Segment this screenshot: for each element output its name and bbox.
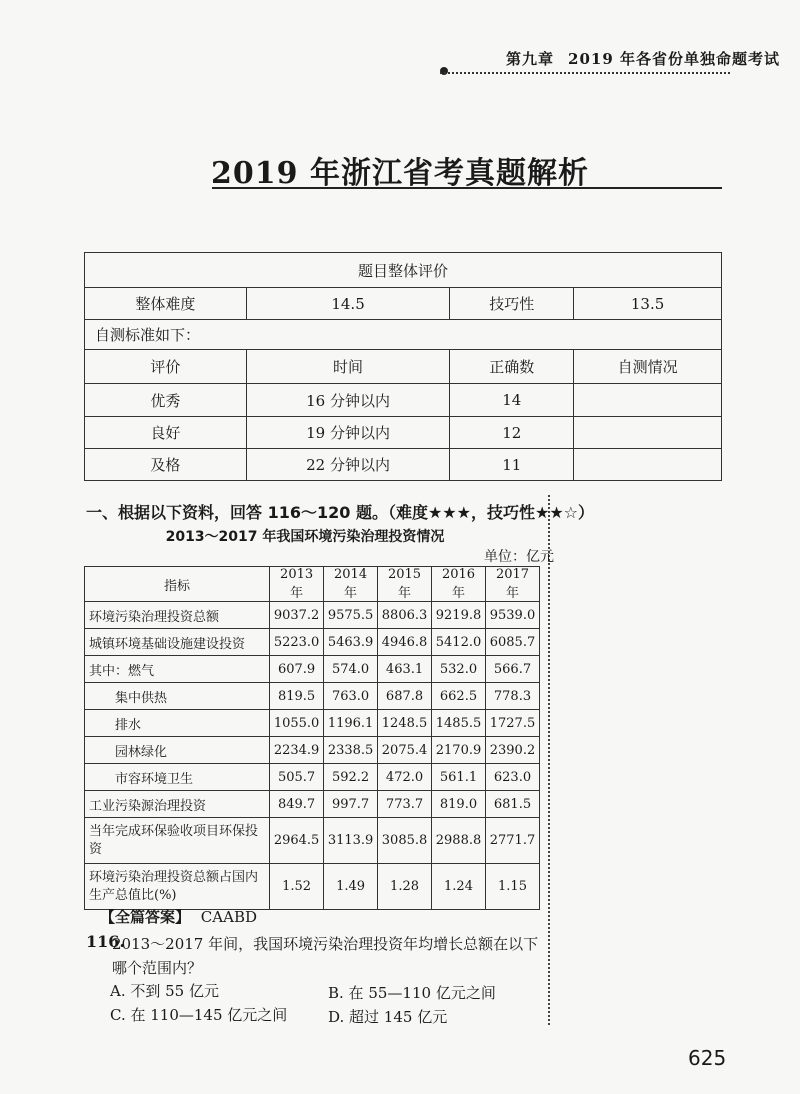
col-grade: 评价 — [85, 350, 247, 384]
row-label: 园林绿化 — [85, 737, 270, 764]
difficulty-label: 整体难度 — [85, 288, 247, 320]
table-row — [85, 737, 540, 764]
header-year: 2016 年 — [432, 567, 486, 602]
cell: 561.1 — [432, 764, 486, 791]
grade-cell: 良好 — [85, 417, 247, 449]
table-row — [85, 449, 722, 481]
cell: 9539.0 — [485, 602, 539, 629]
correct-cell: 12 — [450, 417, 574, 449]
cell: 681.5 — [485, 791, 539, 818]
cell: 623.0 — [485, 764, 539, 791]
skill-label: 技巧性 — [450, 288, 574, 320]
cell: 2338.5 — [324, 737, 378, 764]
cell: 1.24 — [432, 864, 486, 910]
table-row — [85, 864, 540, 910]
table-row — [85, 791, 540, 818]
header-year: 2017 年 — [485, 567, 539, 602]
cell: 778.3 — [485, 683, 539, 710]
table-row — [85, 764, 540, 791]
row-label: 市容环境卫生 — [85, 764, 270, 791]
cell: 2390.2 — [485, 737, 539, 764]
cell: 3085.8 — [378, 818, 432, 864]
table-row — [85, 629, 540, 656]
page-title: 2019 年浙江省考真题解析 — [211, 156, 589, 191]
row-label: 环境污染治理投资总额 — [85, 602, 270, 629]
option-b: B. 在 55—110 亿元之间 — [328, 984, 496, 1002]
cell: 9037.2 — [270, 602, 324, 629]
cell: 1.52 — [270, 864, 324, 910]
cell: 574.0 — [324, 656, 378, 683]
grade-cell: 及格 — [85, 449, 247, 481]
table-row — [85, 602, 540, 629]
cell: 505.7 — [270, 764, 324, 791]
row-label: 环境污染治理投资总额占国内生产总值比(%) — [85, 864, 270, 910]
cell: 2234.9 — [270, 737, 324, 764]
cell: 849.7 — [270, 791, 324, 818]
cell: 1.15 — [485, 864, 539, 910]
col-time: 时间 — [246, 350, 450, 384]
cell: 566.7 — [485, 656, 539, 683]
table-row — [85, 683, 540, 710]
cell: 1248.5 — [378, 710, 432, 737]
table-row — [85, 384, 722, 417]
row-label: 城镇环境基础设施建设投资 — [85, 629, 270, 656]
header-year: 2014 年 — [324, 567, 378, 602]
data-table-title: 2013～2017 年我国环境污染治理投资情况 — [165, 529, 445, 545]
cell: 1196.1 — [324, 710, 378, 737]
cell: 463.1 — [378, 656, 432, 683]
evaluation-table — [84, 252, 722, 481]
cell: 532.0 — [432, 656, 486, 683]
correct-cell: 14 — [450, 384, 574, 417]
cell: 997.7 — [324, 791, 378, 818]
col-self-check: 自测情况 — [574, 350, 722, 384]
cell: 1485.5 — [432, 710, 486, 737]
correct-cell: 11 — [450, 449, 574, 481]
row-label: 其中：燃气 — [85, 656, 270, 683]
table-row — [85, 656, 540, 683]
self-check-cell — [574, 449, 722, 481]
cell: 662.5 — [432, 683, 486, 710]
time-cell: 16 分钟以内 — [246, 384, 450, 417]
grade-cell: 优秀 — [85, 384, 247, 417]
table-row — [85, 417, 722, 449]
cell: 2170.9 — [432, 737, 486, 764]
cell: 2988.8 — [432, 818, 486, 864]
section-label: 2019 年各省份单独命题考试 — [568, 50, 780, 68]
cell: 472.0 — [378, 764, 432, 791]
standard-note: 自测标准如下： — [85, 320, 722, 350]
table-row — [85, 710, 540, 737]
cell: 3113.9 — [324, 818, 378, 864]
cell: 1055.0 — [270, 710, 324, 737]
answer-line — [100, 906, 257, 927]
title-rule — [212, 187, 722, 189]
question-number: 116. — [86, 932, 125, 951]
cell: 5223.0 — [270, 629, 324, 656]
cell: 2075.4 — [378, 737, 432, 764]
col-correct: 正确数 — [450, 350, 574, 384]
time-cell: 22 分钟以内 — [246, 449, 450, 481]
cell: 1.49 — [324, 864, 378, 910]
unit-label: 单位：亿元 — [484, 549, 554, 565]
answer-tag: 【全篇答案】 — [100, 908, 191, 926]
page-number: 625 — [688, 1046, 727, 1070]
header-year: 2015 年 — [378, 567, 432, 602]
cell: 819.0 — [432, 791, 486, 818]
investment-table — [84, 566, 540, 910]
row-label: 工业污染源治理投资 — [85, 791, 270, 818]
cell: 5463.9 — [324, 629, 378, 656]
cell: 773.7 — [378, 791, 432, 818]
table-header-row — [85, 567, 540, 602]
cell: 9575.5 — [324, 602, 378, 629]
header-year: 2013 年 — [270, 567, 324, 602]
cell: 4946.8 — [378, 629, 432, 656]
cell: 687.8 — [378, 683, 432, 710]
cell: 607.9 — [270, 656, 324, 683]
chapter-label: 第九章 — [506, 50, 555, 68]
cell: 592.2 — [324, 764, 378, 791]
answer-value: CAABD — [200, 908, 257, 926]
cell: 2964.5 — [270, 818, 324, 864]
cell: 1727.5 — [485, 710, 539, 737]
row-label: 排水 — [85, 710, 270, 737]
header-rule — [440, 72, 730, 74]
option-c: C. 在 110—145 亿元之间 — [110, 1006, 288, 1024]
self-check-cell — [574, 417, 722, 449]
table-row — [85, 818, 540, 864]
cell: 1.28 — [378, 864, 432, 910]
skill-value: 13.5 — [574, 288, 722, 320]
running-header — [506, 48, 794, 69]
cell: 6085.7 — [485, 629, 539, 656]
cell: 8806.3 — [378, 602, 432, 629]
question-intro: 一、根据以下资料，回答 116～120 题。（难度★★★，技巧性★★☆） — [86, 503, 595, 522]
difficulty-value: 14.5 — [246, 288, 450, 320]
cell: 819.5 — [270, 683, 324, 710]
margin-dotted-line — [548, 495, 550, 1025]
cell: 2771.7 — [485, 818, 539, 864]
cell: 5412.0 — [432, 629, 486, 656]
option-d: D. 超过 145 亿元 — [328, 1008, 448, 1026]
row-label: 集中供热 — [85, 683, 270, 710]
option-a: A. 不到 55 亿元 — [110, 982, 219, 1000]
time-cell: 19 分钟以内 — [246, 417, 450, 449]
row-label: 当年完成环保验收项目环保投资 — [85, 818, 270, 864]
question-text: 2013～2017 年间，我国环境污染治理投资年均增长总额在以下哪个范围内？ — [112, 935, 539, 977]
cell: 9219.8 — [432, 602, 486, 629]
cell: 763.0 — [324, 683, 378, 710]
evaluation-caption: 题目整体评价 — [85, 253, 722, 288]
self-check-cell — [574, 384, 722, 417]
header-indicator: 指标 — [85, 567, 270, 602]
